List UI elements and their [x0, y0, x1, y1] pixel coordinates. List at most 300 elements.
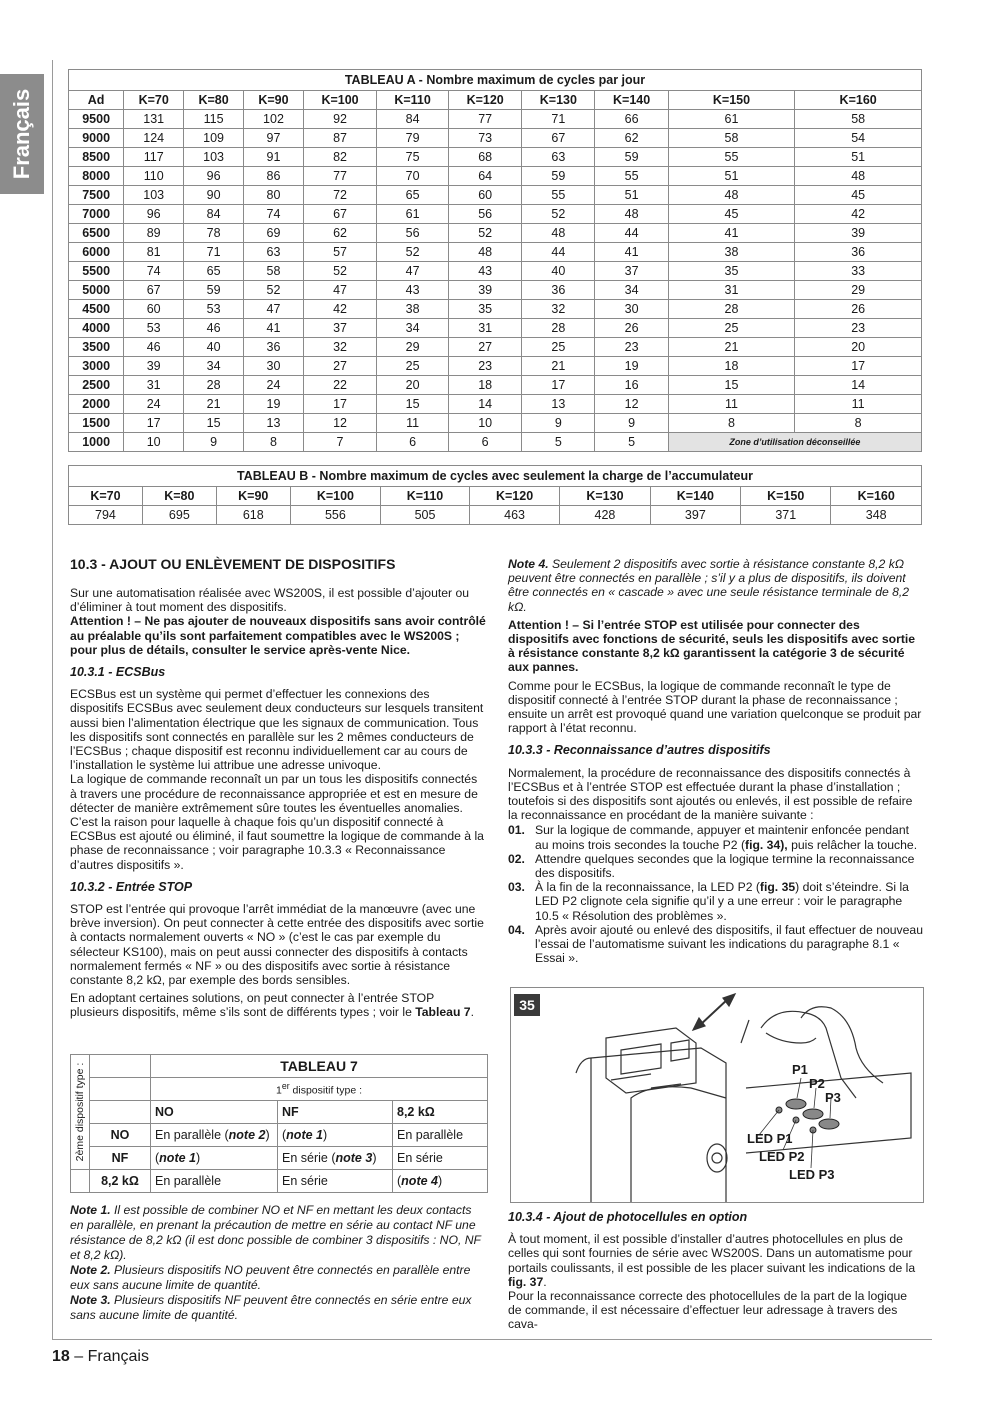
- table-a-cell: 48: [595, 205, 668, 224]
- table-row: [69, 433, 922, 452]
- table-a-ad-cell: 6500: [69, 224, 124, 243]
- table-a-cell: 32: [303, 338, 376, 357]
- table-b-cell: 556: [290, 506, 380, 525]
- table-a-cell: 60: [124, 300, 184, 319]
- table-a-cell: 20: [795, 338, 922, 357]
- table-b-cell: 348: [831, 506, 922, 525]
- label-p3: P3: [825, 1090, 841, 1105]
- table-7-side-cell: [71, 1055, 90, 1170]
- table-a-cell: 25: [668, 319, 795, 338]
- table-a-ad-cell: 7500: [69, 186, 124, 205]
- table-a-cell: 71: [184, 243, 244, 262]
- note-4: Note 4. Seulement 2 dispositifs avec sortie à résistance constante 8,2 kΩ peuvent être connectés en parallèle ; s’il y a plus de dispositifs, ils doivent être connectés en « cascade » avec une seule résistance terminale de 8,2 kΩ.: [508, 557, 910, 614]
- table-a-cell: 9: [522, 414, 595, 433]
- stop-warning: Attention ! – Si l’entrée STOP est utilisée pour connecter des dispositifs avec fonctions de sécurité, seuls les dispositifs avec sortie à résistance constante 8,2 kΩ garantissent la catégorie 3 de sécurité aux pannes.: [508, 617, 916, 675]
- table-a-cell: 67: [124, 281, 184, 300]
- table-a-header-cell: K=150: [668, 91, 795, 110]
- table-a-cell: 23: [449, 357, 522, 376]
- table-a-cell: 37: [303, 319, 376, 338]
- table-a-ad-cell: 8500: [69, 148, 124, 167]
- table-a-cell: 52: [303, 262, 376, 281]
- table-a-cell: 87: [303, 129, 376, 148]
- table-a-cell: 34: [377, 319, 449, 338]
- table-a-cell: 67: [522, 129, 595, 148]
- table-a-cell: 58: [244, 262, 304, 281]
- table-a-cell: 48: [522, 224, 595, 243]
- table-a-ad-cell: 8000: [69, 167, 124, 186]
- table-a-cell: 36: [522, 281, 595, 300]
- table-a-ad-cell: 2500: [69, 376, 124, 395]
- table-a-cell: 53: [124, 319, 184, 338]
- stop-paragraph-1: STOP est l’entrée qui provoque l’arrêt immédiat de la manœuvre (avec une brève inversion). On peut connecter à cette entrée des dispositifs avec sortie à contacts normalement ouverts « NO » (c’est le cas par exemple du sélecteur KS100), mais on peut aussi connecter des dispositifs à contacts normalement fermés « NF » ou des dispositifs avec sortie à résistance constante 8,2 kΩ, par exemple des bords sensibles.: [70, 902, 484, 988]
- table-a-cell: 27: [449, 338, 522, 357]
- table-a-ad-cell: 7000: [69, 205, 124, 224]
- table-a-cell: 25: [377, 357, 449, 376]
- table-a-cell: 52: [377, 243, 449, 262]
- notes-block: [70, 1203, 486, 1323]
- right-column: [508, 557, 923, 965]
- table-row: [69, 129, 922, 148]
- table-a-cell: 86: [244, 167, 304, 186]
- subsection-ecsbus-title: 10.3.1 - ECSBus: [70, 665, 166, 680]
- table-a-cell: 97: [244, 129, 304, 148]
- table-a-cell: 62: [303, 224, 376, 243]
- label-led-p2: LED P2: [759, 1149, 805, 1164]
- table-b-header-cell: K=90: [216, 487, 290, 506]
- table-a-cell: 92: [303, 110, 376, 129]
- table-a-cell: 65: [184, 262, 244, 281]
- step-01: 01. Sur la logique de commande, appuyer et maintenir enfoncée pendant au moins trois secondes la touche P2 (fig. 34), puis relâcher la touche.: [508, 823, 918, 852]
- table-a-cell: 79: [377, 129, 449, 148]
- table-a-ad-cell: 9500: [69, 110, 124, 129]
- table-a-cell: 90: [184, 186, 244, 205]
- table-a-cell: 46: [184, 319, 244, 338]
- table-a-cell: 17: [124, 414, 184, 433]
- table-a-cell: 29: [377, 338, 449, 357]
- table-a-cell: 21: [184, 395, 244, 414]
- table-a-cell: 46: [124, 338, 184, 357]
- table-a-cell: 8: [668, 414, 795, 433]
- label-p1: P1: [792, 1062, 808, 1077]
- table-a-cell: 52: [449, 224, 522, 243]
- table-a-cell: 82: [303, 148, 376, 167]
- table-a-cell: 31: [668, 281, 795, 300]
- table-a-cell: 24: [244, 376, 304, 395]
- table-row: [69, 376, 922, 395]
- table-a-cell: 25: [522, 338, 595, 357]
- table-a-caption: TABLEAU A - Nombre maximum de cycles par jour: [69, 70, 922, 91]
- table-a-cell: 59: [522, 167, 595, 186]
- table-a-header-cell: K=160: [795, 91, 922, 110]
- table-a-cell: 14: [449, 395, 522, 414]
- table-a-cell: 41: [668, 224, 795, 243]
- table-a-cell: 42: [303, 300, 376, 319]
- intro-paragraph: Sur une automatisation réalisée avec WS200S, il est possible d’ajouter ou d’éliminer à tout moment des dispositifs.: [70, 586, 470, 615]
- table-a-cell: 57: [303, 243, 376, 262]
- step-03: 03. À la fin de la reconnaissance, la LED P2 (fig. 35) doit s’éteindre. Si la LED P2 clignote cela signifie qu’il y a une erreur : voir le paragraphe 10.5 « Résolution des problèmes ».: [508, 880, 909, 923]
- table-a-cell: 28: [184, 376, 244, 395]
- table-a-cell: 30: [595, 300, 668, 319]
- table-a-cell: 7: [303, 433, 376, 452]
- bottom-rule: [52, 1339, 932, 1340]
- table-a-cell: 26: [595, 319, 668, 338]
- page-footer: 18 – Français: [52, 1348, 149, 1365]
- table-a-cell: 43: [377, 281, 449, 300]
- subsection-stop-title: 10.3.2 - Entrée STOP: [70, 879, 193, 894]
- table-a-cell: 17: [795, 357, 922, 376]
- table-a-cell: 55: [522, 186, 595, 205]
- section-title: 10.3 - AJOUT OU ENLÈVEMENT DE DISPOSITIFS: [70, 556, 396, 572]
- table-a-cell: 5: [522, 433, 595, 452]
- table-a-cell: 66: [595, 110, 668, 129]
- table-a-cell: 17: [303, 395, 376, 414]
- table-b-cell: 428: [560, 506, 650, 525]
- table-a-cell: 41: [244, 319, 304, 338]
- table-a-cell: 124: [124, 129, 184, 148]
- table-b-header-row: [69, 487, 922, 506]
- table-a-cell: 36: [244, 338, 304, 357]
- table-b-values-row: [69, 506, 922, 525]
- table-a-cell: 81: [124, 243, 184, 262]
- table-b: [68, 465, 922, 525]
- table-a-header-cell: K=100: [303, 91, 376, 110]
- table-a-cell: 11: [668, 395, 795, 414]
- table-a-cell: 110: [124, 167, 184, 186]
- table-a-cell: 61: [377, 205, 449, 224]
- language-tab: Français: [0, 74, 44, 194]
- stop-paragraph-2: En adoptant certaines solutions, on peut connecter à l’entrée STOP plusieurs dispositifs, même s’ils sont de différents types ; voir le Tableau 7.: [70, 991, 474, 1020]
- table-row: [69, 224, 922, 243]
- table-a-cell: 39: [795, 224, 922, 243]
- stop-recognition-paragraph: Comme pour le ECSBus, la logique de commande reconnaît le type de dispositif connecté à l’entrée STOP durant la phase de reconnaissance ; ensuite un arrêt est provoqué quand une variation quelconque se produit par rapport à l’état reconnu.: [508, 678, 922, 736]
- table-row: [69, 148, 922, 167]
- table-a-cell: 72: [303, 186, 376, 205]
- table-a-cell: 42: [795, 205, 922, 224]
- table-a-header-cell: K=80: [184, 91, 244, 110]
- table-a-cell: 44: [522, 243, 595, 262]
- table-a-cell: 75: [377, 148, 449, 167]
- table-a-cell: 35: [668, 262, 795, 281]
- table-a-cell: 9: [184, 433, 244, 452]
- table-a-cell: 78: [184, 224, 244, 243]
- table-a-cell: 8: [244, 433, 304, 452]
- table-a-cell: 70: [377, 167, 449, 186]
- right-column-bottom: [508, 1210, 923, 1332]
- table-a-header-cell: K=70: [124, 91, 184, 110]
- table-a-cell: 19: [595, 357, 668, 376]
- recognition-paragraph: Normalement, la procédure de reconnaissance des dispositifs connectés à l’ECSBus et à l’entrée STOP est effectuée durant la phase d’installation ; toutefois si des dispositifs sont ajoutés ou enlevés, il est possible de refaire la reconnaissance en procédant de la manière suivante :: [508, 765, 913, 823]
- table-a-cell: 6: [377, 433, 449, 452]
- table-7-title: TABLEAU 7: [151, 1055, 488, 1078]
- table-a-cell: 18: [449, 376, 522, 395]
- table-a-cell: 9: [595, 414, 668, 433]
- table-a-cell: 37: [595, 262, 668, 281]
- table-a-cell: 103: [184, 148, 244, 167]
- table-b-header-cell: K=80: [142, 487, 216, 506]
- table-a-ad-cell: 4000: [69, 319, 124, 338]
- table-row: [69, 338, 922, 357]
- step-02: 02. Attendre quelques secondes que la logique termine la reconnaissance des dispositifs.: [508, 851, 915, 881]
- table-a-cell: 74: [244, 205, 304, 224]
- table-a-cell: 63: [522, 148, 595, 167]
- subsection-recognition-title: 10.3.3 - Reconnaissance d’autres dispositifs: [508, 743, 771, 758]
- table-a-cell: 73: [449, 129, 522, 148]
- table-a-cell: 62: [595, 129, 668, 148]
- table-a-cell: 18: [668, 357, 795, 376]
- table-row: [69, 281, 922, 300]
- table-a-cell: 16: [595, 376, 668, 395]
- table-a-cell: 14: [795, 376, 922, 395]
- step-04: 04. Après avoir ajouté ou enlevé des dispositifs, il faut effectuer de nouveau l’essai de l’automatisme suivant les indications du paragraphe 8.1 « Essai ».: [508, 922, 923, 966]
- table-a-cell: 91: [244, 148, 304, 167]
- table-a-cell: 12: [595, 395, 668, 414]
- table-a-cell: 23: [595, 338, 668, 357]
- table-row: [69, 395, 922, 414]
- table-a-ad-cell: 9000: [69, 129, 124, 148]
- table-b-caption: TABLEAU B - Nombre maximum de cycles avec seulement la charge de l’accumulateur: [69, 466, 922, 487]
- table-a-cell: 33: [795, 262, 922, 281]
- table-a-cell: 96: [184, 167, 244, 186]
- table-row: [69, 110, 922, 129]
- label-led-p3: LED P3: [789, 1167, 835, 1182]
- table-b-header-cell: K=120: [469, 487, 559, 506]
- table-a-cell: 51: [795, 148, 922, 167]
- table-a-cell: 35: [449, 300, 522, 319]
- table-a-cell: 48: [668, 186, 795, 205]
- table-7-side-label: 2ème dispositif type :: [74, 1062, 86, 1162]
- table-row: [69, 262, 922, 281]
- table-a-cell: 84: [377, 110, 449, 129]
- table-a-cell: 27: [303, 357, 376, 376]
- note-1: Note 1. Il est possible de combiner NO et NF en mettant les deux contacts en parallèle, en prenant la précaution de mettre en série au contact NF une résistance de 8,2 kΩ (il est donc possible de combiner 3 dispositifs : NO, NF et 8,2 kΩ).: [70, 1203, 481, 1262]
- table-b-header-cell: K=140: [650, 487, 740, 506]
- table-a-cell: 84: [184, 205, 244, 224]
- table-a-cell: 63: [244, 243, 304, 262]
- table-a-ad-cell: 3000: [69, 357, 124, 376]
- table-a-cell: 12: [303, 414, 376, 433]
- table-a-cell: 28: [668, 300, 795, 319]
- table-a-cell: 20: [377, 376, 449, 395]
- table-row: [69, 243, 922, 262]
- table-a-cell: 115: [184, 110, 244, 129]
- table-a-cell: 15: [184, 414, 244, 433]
- table-a-cell: 54: [795, 129, 922, 148]
- table-a-cell: 56: [449, 205, 522, 224]
- table-a-cell: 61: [668, 110, 795, 129]
- table-b-cell: 371: [741, 506, 831, 525]
- table-a-cell: 17: [522, 376, 595, 395]
- table-a-cell: 47: [377, 262, 449, 281]
- table-a-cell: 53: [184, 300, 244, 319]
- table-a-cell: 26: [795, 300, 922, 319]
- table-b-header-cell: K=110: [381, 487, 470, 506]
- table-a-cell: 31: [449, 319, 522, 338]
- table-a-cell: 39: [449, 281, 522, 300]
- table-a-cell: 45: [668, 205, 795, 224]
- table-a-cell: 52: [522, 205, 595, 224]
- table-a-cell: 64: [449, 167, 522, 186]
- table-a-cell: 8: [795, 414, 922, 433]
- table-a-cell: 13: [244, 414, 304, 433]
- table-a-ad-cell: 2000: [69, 395, 124, 414]
- table-a-header-cell: K=110: [377, 91, 449, 110]
- table-a-cell: 58: [795, 110, 922, 129]
- table-a-header-cell: Ad: [69, 91, 124, 110]
- table-a-header-row: [69, 91, 922, 110]
- table-a-cell: 51: [668, 167, 795, 186]
- page-number: 18: [52, 1348, 70, 1365]
- table-a-header-cell: K=140: [595, 91, 668, 110]
- table-row: [69, 186, 922, 205]
- table-b-cell: 505: [381, 506, 470, 525]
- note-2: Note 2. Plusieurs dispositifs NO peuvent être connectés en parallèle entre eux sans aucune limite de quantité.: [70, 1263, 471, 1292]
- table-a-ad-cell: 5000: [69, 281, 124, 300]
- table-a-cell: 5: [595, 433, 668, 452]
- table-a-cell: 40: [522, 262, 595, 281]
- table-a-cell: 47: [244, 300, 304, 319]
- table-a-cell: 74: [124, 262, 184, 281]
- table-b-cell: 695: [142, 506, 216, 525]
- table-a-cell: 15: [377, 395, 449, 414]
- table-a-cell: 48: [795, 167, 922, 186]
- table-a-cell: 34: [184, 357, 244, 376]
- table-a-cell: 131: [124, 110, 184, 129]
- table-a-cell: 11: [377, 414, 449, 433]
- figure-number: 35: [514, 994, 540, 1016]
- table-a-cell: 55: [668, 148, 795, 167]
- table-a-cell: 38: [668, 243, 795, 262]
- table-a-cell: 52: [244, 281, 304, 300]
- table-a-cell: 80: [244, 186, 304, 205]
- table-a: [68, 69, 922, 452]
- table-a-cell: 89: [124, 224, 184, 243]
- table-a-cell: 21: [668, 338, 795, 357]
- table-a-cell: 43: [449, 262, 522, 281]
- table-a-cell: 59: [184, 281, 244, 300]
- table-a-cell: 65: [377, 186, 449, 205]
- table-b-header-cell: K=70: [69, 487, 143, 506]
- table-7-row-nf: NF: [90, 1147, 151, 1170]
- table-a-cell: 38: [377, 300, 449, 319]
- table-a-ad-cell: 6000: [69, 243, 124, 262]
- table-a-cell: 41: [595, 243, 668, 262]
- table-7-col-82: 8,2 kΩ: [393, 1101, 488, 1124]
- table-7-reference: Tableau 7: [415, 1005, 471, 1020]
- table-b-cell: 397: [650, 506, 740, 525]
- table-b-header-cell: K=130: [560, 487, 650, 506]
- table-a-cell: 68: [449, 148, 522, 167]
- table-a-cell: 67: [303, 205, 376, 224]
- ecsbus-paragraph-2: La logique de commande reconnaît un par un tous les dispositifs connectés à travers une procédure de reconnaissance appropriée et est en mesure de détecter de manière extrêmement sûre toutes les éventuelles anomalies. C’est la raison pour laquelle à chaque fois qu’un dispositif connecté à ECSBus est ajouté ou éliminé, il faut soumettre la logique de commande à la phase de reconnaissance ; voir paragraphe 10.3.3 « Reconnaissance d’autres dispositifs ».: [70, 772, 484, 872]
- table-b-header-cell: K=100: [290, 487, 380, 506]
- note-3: Note 3. Plusieurs dispositifs NF peuvent être connectés en série entre eux sans aucune limite de quantité.: [70, 1293, 472, 1322]
- photocells-paragraph-2: Pour la reconnaissance correcte des photocellules de la part de la logique de commande, il est nécessaire d’effectuer leur adressage à travers des cava-: [508, 1289, 908, 1332]
- table-b-header-cell: K=150: [741, 487, 831, 506]
- table-a-cell: 56: [377, 224, 449, 243]
- table-a-cell: 10: [449, 414, 522, 433]
- table-a-cell: 60: [449, 186, 522, 205]
- table-a-cell: 45: [795, 186, 922, 205]
- table-a-cell: 30: [244, 357, 304, 376]
- table-a-cell: 11: [795, 395, 922, 414]
- table-row: [69, 205, 922, 224]
- table-7: 2ème dispositif type : TABLEAU 7 1er dispositif type : NO NF 8,2 kΩ NO En parallèle (note 2) (note 1) En parallèle NF (note 1) En série (note 3) En série 8,2 kΩ En parallèle En série (note 4): [70, 1054, 488, 1193]
- table-a-header-cell: K=90: [244, 91, 304, 110]
- table-a-cell: 69: [244, 224, 304, 243]
- table-7-col-nf: NF: [278, 1101, 393, 1124]
- table-a-cell: 77: [449, 110, 522, 129]
- subsection-photocells-title: 10.3.4 - Ajout de photocellules en option: [508, 1210, 748, 1224]
- table-a-cell: 10: [124, 433, 184, 452]
- table-a-cell: 59: [595, 148, 668, 167]
- table-a-cell: 29: [795, 281, 922, 300]
- table-a-cell: 21: [522, 357, 595, 376]
- table-a-cell: 48: [449, 243, 522, 262]
- table-a-ad-cell: 1000: [69, 433, 124, 452]
- table-a-cell: 51: [595, 186, 668, 205]
- table-row: [69, 414, 922, 433]
- label-led-p1: LED P1: [747, 1131, 793, 1146]
- table-a-cell: 77: [303, 167, 376, 186]
- table-a-cell: 32: [522, 300, 595, 319]
- table-a-cell: 22: [303, 376, 376, 395]
- table-7-row-82: 8,2 kΩ: [90, 1170, 151, 1193]
- table-a-cell: 71: [522, 110, 595, 129]
- table-row: [69, 167, 922, 186]
- table-a-cell: 44: [595, 224, 668, 243]
- table-a-ad-cell: 1500: [69, 414, 124, 433]
- table-b-cell: 463: [469, 506, 559, 525]
- table-7-col-no: NO: [151, 1101, 278, 1124]
- recognition-steps: [508, 823, 923, 965]
- table-a-cell: 23: [795, 319, 922, 338]
- table-b-header-cell: K=160: [831, 487, 922, 506]
- table-row: [69, 300, 922, 319]
- table-a-cell: 40: [184, 338, 244, 357]
- table-row: [69, 357, 922, 376]
- table-a-cell: 109: [184, 129, 244, 148]
- left-rule: [52, 60, 53, 1340]
- table-a-cell: 36: [795, 243, 922, 262]
- table-b-cell: 618: [216, 506, 290, 525]
- table-a-cell: 117: [124, 148, 184, 167]
- control-unit-illustration: [511, 988, 923, 1202]
- left-column: [70, 556, 486, 1020]
- table-b-cell: 794: [69, 506, 143, 525]
- table-a-cell: 28: [522, 319, 595, 338]
- table-a-cell: 58: [668, 129, 795, 148]
- table-a-cell: 39: [124, 357, 184, 376]
- table-a-cell: 15: [668, 376, 795, 395]
- label-p2: P2: [809, 1076, 825, 1091]
- table-a-cell: 47: [303, 281, 376, 300]
- table-7-first-device-label: 1er dispositif type :: [151, 1078, 488, 1101]
- table-7-row-no: NO: [90, 1124, 151, 1147]
- table-a-cell: 103: [124, 186, 184, 205]
- table-row: [69, 319, 922, 338]
- table-a-cell: 34: [595, 281, 668, 300]
- table-a-cell: 96: [124, 205, 184, 224]
- ecsbus-paragraph-1: ECSBus est un système qui permet d’effectuer les connexions des dispositifs ECSBus avec seulement deux conducteurs sur lesquels transitent aussi bien l’alimentation électrique que les signaux de communication. Tous les dispositifs sont connectés en parallèle sur les 2 mêmes conducteurs de l’ECSBus ; chaque dispositif est reconnu individuellement car au cours de l’installation le système lui attribue une adresse univoque.: [70, 687, 484, 773]
- table-a-ad-cell: 5500: [69, 262, 124, 281]
- photocells-paragraph-1: À tout moment, il est possible d’installer d’autres photocellules en plus de celles qui sont fournies de série avec WS200S. Dans un automatisme pour portails coulissants, il est possible de les placer suivant les indications de la fig. 37.: [508, 1232, 916, 1289]
- table-a-cell: 55: [595, 167, 668, 186]
- table-a-cell: 102: [244, 110, 304, 129]
- figure-35: [510, 987, 924, 1203]
- table-a-ad-cell: 4500: [69, 300, 124, 319]
- table-a-cell: 13: [522, 395, 595, 414]
- warning-paragraph: Attention ! – Ne pas ajouter de nouveaux dispositifs sans avoir contrôlé au préalable qu’ils sont parfaitement compatibles avec le WS200S ; pour plus de détails, consulter le service après-vente Nice.: [70, 614, 486, 657]
